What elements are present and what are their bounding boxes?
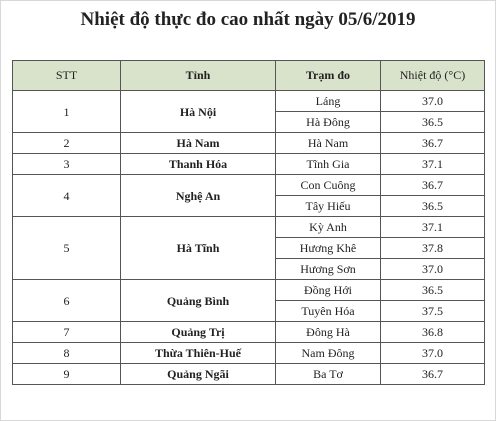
- row-temperature: 37.8: [381, 238, 485, 259]
- row-temperature: 36.5: [381, 112, 485, 133]
- row-stt: 2: [13, 133, 121, 154]
- row-station: Đông Hà: [276, 322, 381, 343]
- table-row: [13, 343, 485, 364]
- row-province: Nghệ An: [121, 175, 276, 217]
- table-row: [13, 154, 485, 175]
- table-row: [13, 322, 485, 343]
- row-station: Ba Tơ: [276, 364, 381, 385]
- row-stt: 5: [13, 217, 121, 280]
- row-stt: 8: [13, 343, 121, 364]
- table-row: [13, 217, 485, 238]
- row-station: Hương Khê: [276, 238, 381, 259]
- row-temperature: 36.7: [381, 364, 485, 385]
- row-temperature: 37.5: [381, 301, 485, 322]
- header-province: Tỉnh: [121, 61, 276, 91]
- row-station: Tuyên Hóa: [276, 301, 381, 322]
- row-temperature: 36.5: [381, 196, 485, 217]
- row-temperature: 37.1: [381, 217, 485, 238]
- row-province: Hà Tĩnh: [121, 217, 276, 280]
- temperature-table: [12, 60, 485, 385]
- row-station: Hà Nam: [276, 133, 381, 154]
- row-temperature: 37.1: [381, 154, 485, 175]
- page-title: Nhiệt độ thực đo cao nhất ngày 05/6/2019: [80, 9, 416, 30]
- table-row: [13, 133, 485, 154]
- row-station: Hà Đông: [276, 112, 381, 133]
- row-temperature: 37.0: [381, 91, 485, 112]
- row-temperature: 37.0: [381, 343, 485, 364]
- row-province: Thừa Thiên-Huế: [121, 343, 276, 364]
- row-temperature: 37.0: [381, 259, 485, 280]
- table-row: [13, 91, 485, 112]
- row-stt: 4: [13, 175, 121, 217]
- row-station: Kỳ Anh: [276, 217, 381, 238]
- row-station: Láng: [276, 91, 381, 112]
- row-stt: 3: [13, 154, 121, 175]
- header-stt: STT: [13, 61, 121, 91]
- row-province: Quảng Ngãi: [121, 364, 276, 385]
- row-stt: 7: [13, 322, 121, 343]
- row-station: Nam Đông: [276, 343, 381, 364]
- row-temperature: 36.7: [381, 133, 485, 154]
- row-station: Tây Hiếu: [276, 196, 381, 217]
- row-station: Tĩnh Gia: [276, 154, 381, 175]
- row-temperature: 36.8: [381, 322, 485, 343]
- header-station: Trạm đo: [276, 61, 381, 91]
- row-stt: 9: [13, 364, 121, 385]
- row-stt: 6: [13, 280, 121, 322]
- row-province: Quảng Bình: [121, 280, 276, 322]
- table-row: [13, 175, 485, 196]
- row-province: Hà Nam: [121, 133, 276, 154]
- table-body: [13, 91, 485, 385]
- row-province: Hà Nội: [121, 91, 276, 133]
- row-station: Đồng Hới: [276, 280, 381, 301]
- row-temperature: 36.5: [381, 280, 485, 301]
- row-stt: 1: [13, 91, 121, 133]
- header-temperature: Nhiệt độ (°C): [381, 61, 485, 91]
- table-row: [13, 280, 485, 301]
- row-temperature: 36.7: [381, 175, 485, 196]
- table-header-row: [13, 61, 485, 91]
- row-province: Thanh Hóa: [121, 154, 276, 175]
- table-row: [13, 364, 485, 385]
- row-station: Con Cuông: [276, 175, 381, 196]
- row-province: Quảng Trị: [121, 322, 276, 343]
- row-station: Hương Sơn: [276, 259, 381, 280]
